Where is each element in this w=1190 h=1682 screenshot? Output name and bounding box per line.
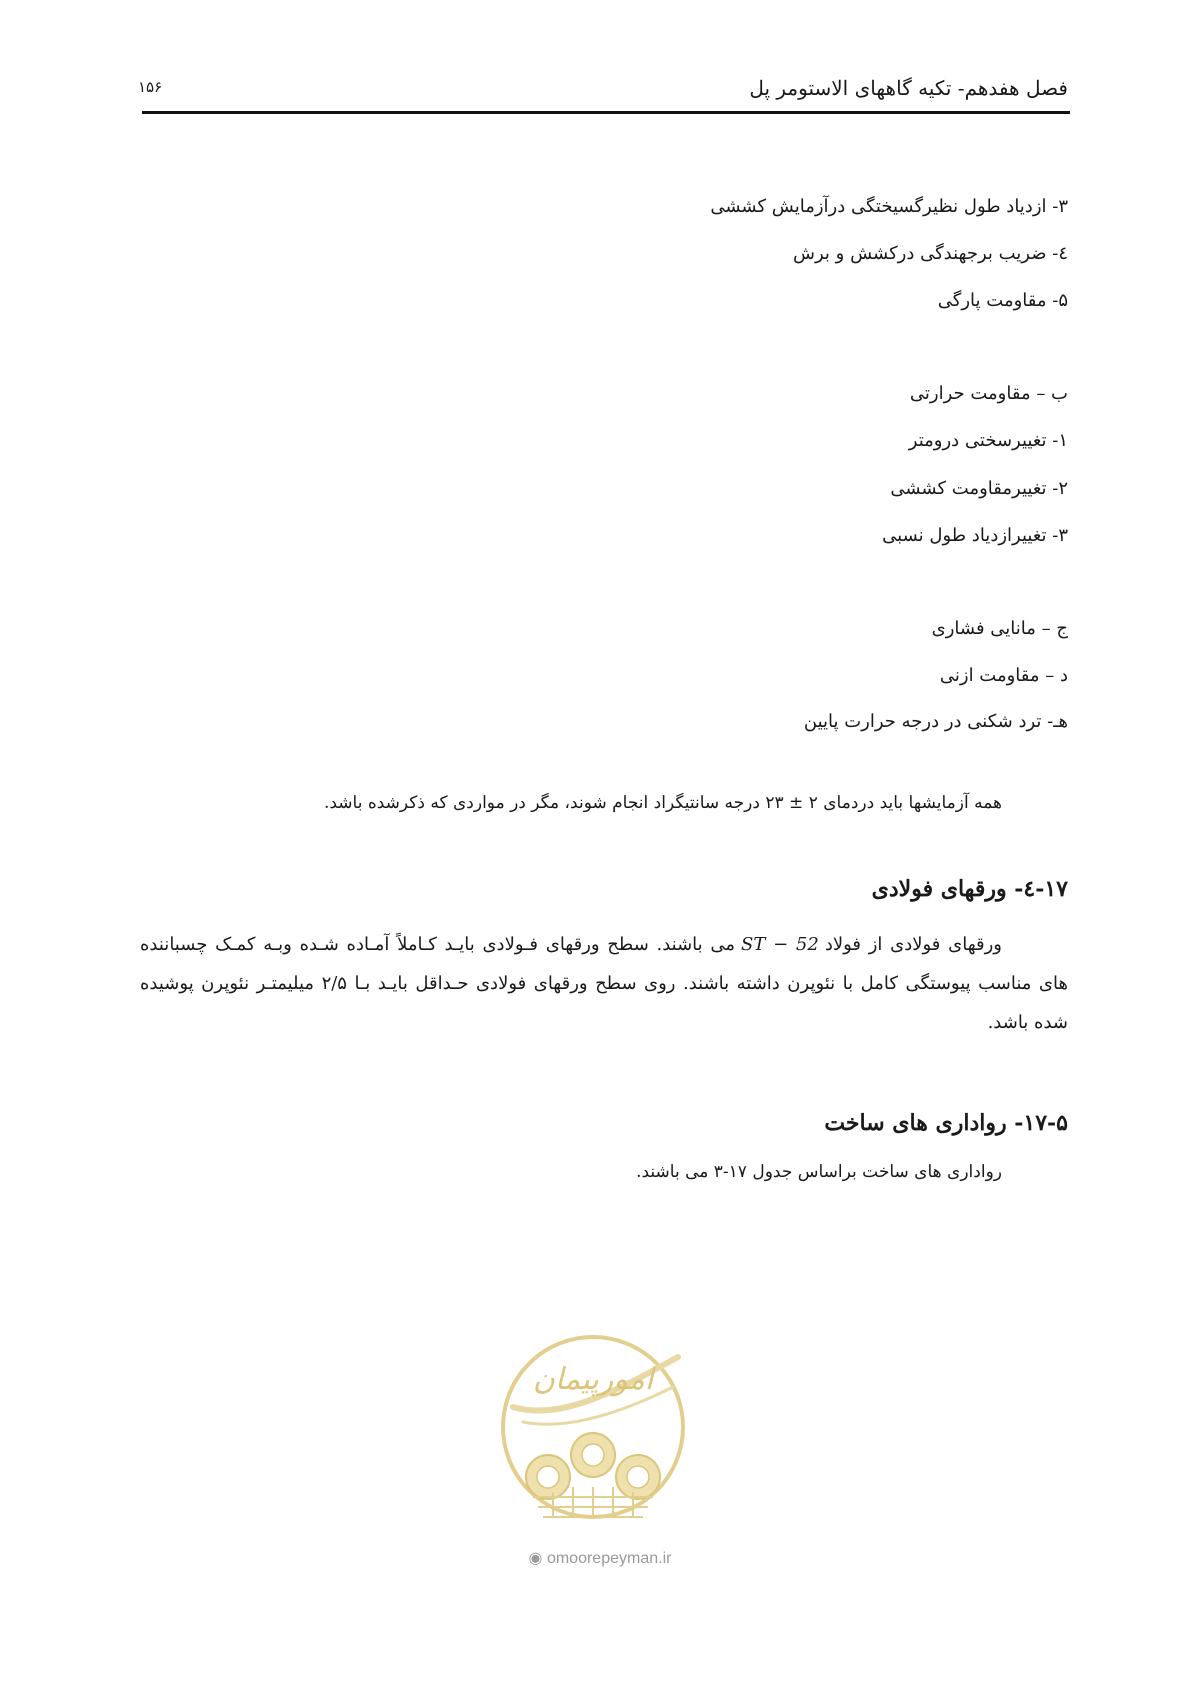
list-item: ۳- ازدیاد طول نظیرگسیختگی درآزمایش کششی [710, 196, 1068, 217]
list-item: هـ- ترد شکنی در درجه حرارت پایین [803, 711, 1068, 732]
section-heading-17-5: ۱۷-۵- رواداری های ساخت [824, 1110, 1068, 1136]
section-heading-17-4: ۱۷-٤- ورقهای فولادی [871, 876, 1068, 902]
list-item: ٤- ضریب برجهندگی درکشش و برش [793, 243, 1068, 264]
paragraph-start: ورقهای فولادی از فولاد [824, 934, 1002, 955]
steel-grade-formula: ST − 52 [741, 934, 819, 955]
list-item: ۲- تغییرمقاومت کششی [890, 478, 1068, 499]
list-item: د – مقاومت ازنی [939, 665, 1068, 686]
list-item: ج – مانایی فشاری [931, 618, 1068, 639]
list-item: ۱- تغییرسختی درومتر [908, 430, 1068, 451]
test-conditions-note: همه آزمایشها باید دردمای ۲ ± ۲۳ درجه سانتیگراد انجام شوند، مگر در مواردی که ذکرشده باشد. [323, 793, 1002, 813]
section-17-4-paragraph [140, 925, 1068, 1042]
page-number: ۱۵۶ [138, 78, 163, 96]
section-17-5-text: رواداری های ساخت براساس جدول ۱۷-۳ می باشند. [636, 1162, 1002, 1182]
section-b-title: ب – مقاومت حرارتی [909, 383, 1068, 404]
watermark-logo [493, 1327, 693, 1547]
list-item: ۵- مقاومت پارگی [937, 290, 1068, 311]
paragraph-rest: می باشند. سطح ورقهای فـولادی بایـد کـاملاً آمـاده شـده وبـه کمـک چسباننده های مناسب پیوستگی کامل با نئوپرن داشته باشند. روی سطح ورقهای فولادی حـداقل بایـد بـا ۲/۵ میلیمتـر نئوپرن پوشیده شده باشد. [140, 934, 1068, 1033]
watermark-logo-text: امورپیمان [532, 1362, 654, 1397]
header-rule [142, 111, 1070, 114]
list-item: ۳- تغییرازدیاد طول نسبی [882, 525, 1068, 546]
running-head-title: فصل هفدهم- تکیه گاههای الاستومر پل [749, 76, 1068, 100]
watermark-site-text: omoorepeyman.ir [546, 1550, 672, 1567]
watermark-site-label: ◉ omoorepeyman.ir [528, 1550, 672, 1567]
